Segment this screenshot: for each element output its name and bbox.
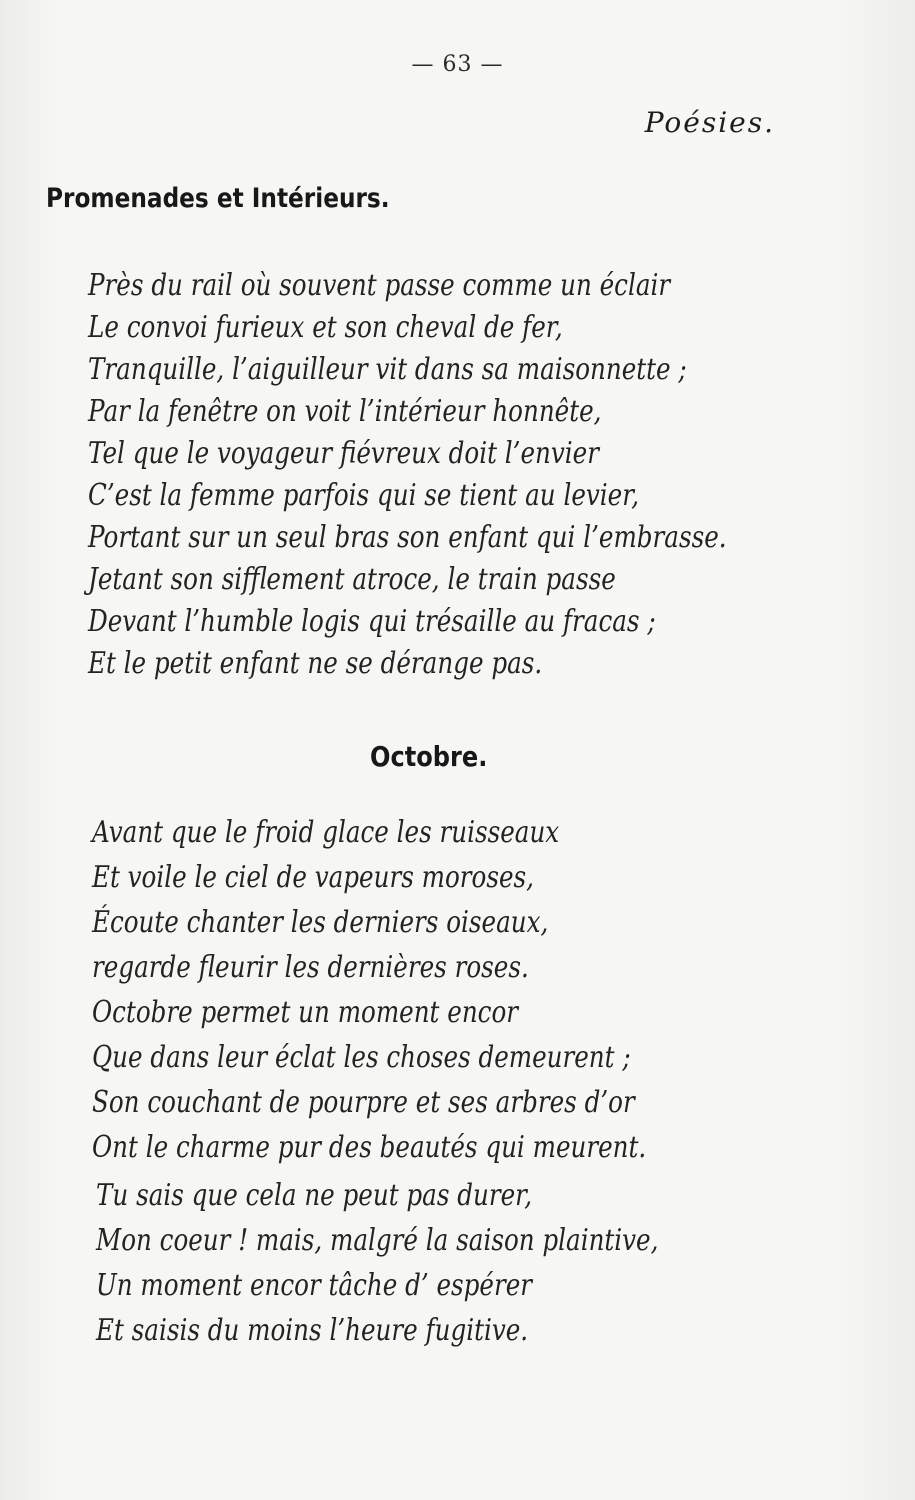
poem-line: Et saisis du moins l’heure fugitive.	[96, 1313, 529, 1348]
section-label: Poésies.	[644, 106, 775, 139]
poem-octobre-stanza-1	[92, 810, 559, 990]
poem-line: Portant sur un seul bras son enfant qui l’embrasse.	[88, 520, 727, 555]
poem-line: Jetant son sifflement atroce, le train passe	[88, 562, 616, 597]
poem-line: Un moment encor tâche d’ espérer	[96, 1268, 533, 1303]
poem-line: Par la fenêtre on voit l’intérieur honnête,	[88, 394, 602, 429]
poem-line: Et voile le ciel de vapeurs moroses,	[92, 860, 535, 895]
poem-line: Avant que le froid glace les ruisseaux	[92, 815, 560, 850]
poem-line: Tel que le voyageur fiévreux doit l’envier	[88, 436, 599, 471]
poem-line: Et le petit enfant ne se dérange pas.	[88, 646, 543, 681]
poem-octobre-stanza-2	[92, 990, 646, 1170]
poem-line: Tranquille, l’aiguilleur vit dans sa maisonnette ;	[88, 352, 687, 387]
poem-octobre-stanza-3	[96, 1173, 658, 1353]
page-number: — 63 —	[411, 52, 504, 77]
poem-line: Le convoi furieux et son cheval de fer,	[88, 310, 563, 345]
poem-line: Écoute chanter les derniers oiseaux,	[92, 905, 549, 940]
poem-title-promenades: Promenades et Intérieurs.	[46, 183, 390, 214]
poem-line: Octobre permet un moment encor	[92, 995, 519, 1030]
poem-line: Près du rail où souvent passe comme un éclair	[88, 268, 671, 303]
poem-line: Que dans leur éclat les choses demeurent ;	[92, 1040, 631, 1075]
poem-promenades	[88, 265, 727, 685]
poem-line: Ont le charme pur des beautés qui meurent.	[92, 1130, 647, 1165]
poem-line: Devant l’humble logis qui trésaille au fracas ;	[88, 604, 656, 639]
poem-line: Mon coeur ! mais, malgré la saison plaintive,	[96, 1223, 659, 1258]
poem-line: Son couchant de pourpre et ses arbres d’or	[92, 1085, 635, 1120]
poem-title-octobre: Octobre.	[370, 740, 488, 773]
poem-line: C’est la femme parfois qui se tient au levier,	[88, 478, 640, 513]
poem-line: Tu sais que cela ne peut pas durer,	[96, 1178, 533, 1213]
poem-line: regarde fleurir les dernières roses.	[92, 950, 529, 985]
